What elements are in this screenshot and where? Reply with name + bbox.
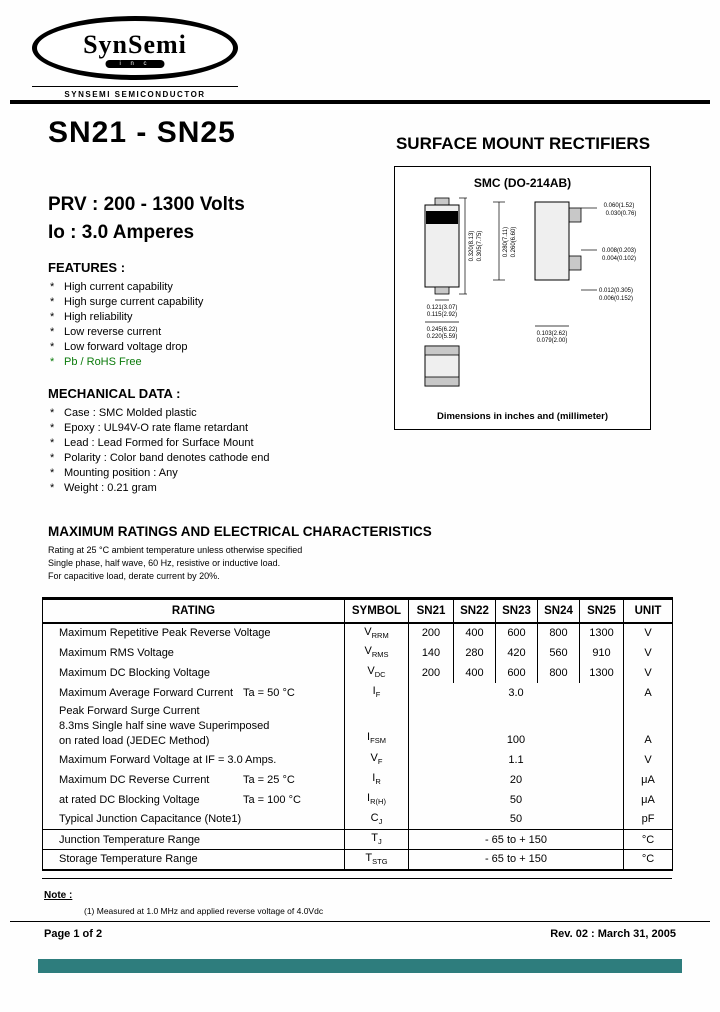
package-side-view xyxy=(535,202,581,280)
value-cell: 560 xyxy=(538,643,580,663)
page-number: Page 1 of 2 xyxy=(44,928,103,940)
note-label: Note : xyxy=(44,890,73,901)
value-cell: 200 xyxy=(409,663,454,683)
table-row xyxy=(43,810,673,830)
table-row xyxy=(43,623,673,643)
dim-label: 0.121(3.07) xyxy=(426,305,458,311)
value-cell: 400 xyxy=(454,663,496,683)
rating-cell: Maximum DC Blocking Voltage xyxy=(59,666,211,679)
rating-cell: Maximum DC Reverse Current Ta = 25 °C xyxy=(59,773,295,786)
package-front-view xyxy=(425,198,459,294)
dim-label: 0.008(0.203) xyxy=(601,248,637,254)
unit-cell: V xyxy=(624,623,673,643)
package-bottom-view xyxy=(425,346,459,386)
io-spec: Io : 3.0 Amperes xyxy=(48,222,195,243)
symbol-cell: $C_J$ xyxy=(345,810,409,830)
rating-cell: Maximum RMS Voltage xyxy=(59,646,174,659)
dim-label: 0.220(5.59) xyxy=(426,334,458,340)
symbol-cell: $I_R$ xyxy=(345,770,409,790)
column-header: SN24 xyxy=(538,599,580,623)
dim-label: 0.006(0.152) xyxy=(598,296,634,302)
dim-label: 0.004(0.102) xyxy=(601,256,637,262)
symbol-cell: $V_{DC}$ xyxy=(345,663,409,683)
note-text: (1) Measured at 1.0 MHz and applied reverse voltage of 4.0Vdc xyxy=(84,906,324,916)
feature-item: * High surge current capability xyxy=(50,295,370,310)
value-cell: 3.0 xyxy=(409,683,624,703)
unit-cell: V xyxy=(624,663,673,683)
rating-cell: Storage Temperature Range xyxy=(43,850,345,870)
rating-cell: Maximum Average Forward Current Ta = 50 °C xyxy=(59,686,295,699)
part-number-title: SN21 - SN25 xyxy=(48,116,236,149)
value-cell: 600 xyxy=(496,663,538,683)
symbol-cell: $T_{STG}$ xyxy=(345,850,409,870)
symbol-cell: $T_J$ xyxy=(345,830,409,850)
table-row xyxy=(43,663,673,683)
company-name: SYNSEMI SEMICONDUCTOR xyxy=(32,86,238,99)
unit-cell: °C xyxy=(624,850,673,870)
unit-cell: A xyxy=(624,703,673,750)
value-cell: 1300 xyxy=(580,663,624,683)
test-condition: Ta = 100 °C xyxy=(243,793,301,806)
unit-cell: V xyxy=(624,643,673,663)
symbol-cell: $V_F$ xyxy=(345,750,409,770)
table-row xyxy=(43,770,673,790)
column-header: SN23 xyxy=(496,599,538,623)
header-divider xyxy=(10,100,710,104)
value-cell: 800 xyxy=(538,623,580,643)
dim-label: 0.245(6.22) xyxy=(426,327,458,333)
symbol-cell: $I_F$ xyxy=(345,683,409,703)
footer-divider xyxy=(10,921,710,922)
dim-label: 0.115(2.92) xyxy=(426,312,458,318)
dim-label: 0.012(0.305) xyxy=(598,288,634,294)
feature-item: * High current capability xyxy=(50,280,370,295)
package-drawing xyxy=(395,194,650,396)
rating-cell: Maximum Repetitive Peak Reverse Voltage xyxy=(59,627,271,639)
mechanical-item: * Polarity : Color band denotes cathode end xyxy=(50,451,380,466)
feature-item: * High reliability xyxy=(50,310,370,325)
ratings-conditions xyxy=(48,544,302,583)
column-header: SN22 xyxy=(454,599,496,623)
value-cell: 420 xyxy=(496,643,538,663)
value-cell: 20 xyxy=(409,770,624,790)
table-row xyxy=(43,643,673,663)
mechanical-item: * Case : SMC Molded plastic xyxy=(50,406,380,421)
company-logo xyxy=(32,16,238,80)
ratings-table xyxy=(42,597,673,871)
value-cell: 50 xyxy=(409,810,624,830)
value-cell: 1300 xyxy=(580,623,624,643)
unit-cell: μA xyxy=(624,770,673,790)
value-cell: 280 xyxy=(454,643,496,663)
condition-line: Single phase, half wave, 60 Hz, resistive or inductive load. xyxy=(48,558,281,568)
package-title: SMC (DO-214AB) xyxy=(473,176,572,190)
dim-label: 0.030(0.76) xyxy=(605,211,637,217)
column-header: SYMBOL xyxy=(345,599,409,623)
value-cell: 100 xyxy=(409,703,624,750)
table-bottom-rule xyxy=(42,878,672,879)
value-cell: 600 xyxy=(496,623,538,643)
value-cell: 200 xyxy=(409,623,454,643)
test-condition: Ta = 50 °C xyxy=(243,686,295,699)
table-row xyxy=(43,850,673,870)
value-cell: 1.1 xyxy=(409,750,624,770)
feature-item: * Low reverse current xyxy=(50,325,370,340)
symbol-cell: $V_{RMS}$ xyxy=(345,643,409,663)
prv-spec: PRV : 200 - 1300 Volts xyxy=(48,194,245,215)
logo-inc-badge: i n c xyxy=(105,60,164,68)
unit-cell: A xyxy=(624,683,673,703)
package-caption: Dimensions in inches and (millimeter) xyxy=(436,411,609,422)
features-list xyxy=(50,280,370,370)
rating-cell: at rated DC Blocking Voltage Ta = 100 °C xyxy=(59,793,301,806)
value-cell: 800 xyxy=(538,663,580,683)
value-cell: 140 xyxy=(409,643,454,663)
rating-cell: Typical Junction Capacitance (Note1) xyxy=(59,813,242,826)
mechanical-item: * Epoxy : UL94V-O rate flame retardant xyxy=(50,421,380,436)
mechanical-item: * Weight : 0.21 gram xyxy=(50,481,380,496)
features-heading: FEATURES : xyxy=(48,260,126,275)
dim-label: 0.305(7.75) xyxy=(477,230,483,262)
table-header-row xyxy=(43,599,673,623)
rating-cell: Junction Temperature Range xyxy=(43,830,345,850)
symbol-cell: $I_{FSM}$ xyxy=(345,703,409,750)
unit-cell: °C xyxy=(624,830,673,850)
feature-item: * Low forward voltage drop xyxy=(50,340,370,355)
value-cell: 50 xyxy=(409,790,624,810)
rating-cell: Peak Forward Surge Current 8.3ms Single half sine wave Superimposed on rated load (JEDEC Method) xyxy=(59,704,270,747)
condition-line: For capacitive load, derate current by 20%. xyxy=(48,571,220,581)
mechanical-item: * Mounting position : Any xyxy=(50,466,380,481)
test-condition: Ta = 25 °C xyxy=(243,773,295,786)
column-header: SN25 xyxy=(580,599,624,623)
table-row xyxy=(43,750,673,770)
dim-label: 0.079(2.00) xyxy=(536,338,568,344)
unit-cell: μA xyxy=(624,790,673,810)
product-title: SURFACE MOUNT RECTIFIERS xyxy=(395,134,651,153)
table-row xyxy=(43,790,673,810)
table-row xyxy=(43,830,673,850)
table-row xyxy=(43,703,673,750)
dim-label: 0.280(7.11) xyxy=(503,226,509,258)
column-header: SN21 xyxy=(409,599,454,623)
column-header: UNIT xyxy=(624,599,673,623)
unit-cell: pF xyxy=(624,810,673,830)
mechanical-heading: MECHANICAL DATA : xyxy=(48,386,181,401)
dim-label: 0.320(8.13) xyxy=(469,230,475,262)
mechanical-item: * Lead : Lead Formed for Surface Mount xyxy=(50,436,380,451)
dim-label: 0.103(2.62) xyxy=(536,331,568,337)
value-cell: 910 xyxy=(580,643,624,663)
unit-cell: V xyxy=(624,750,673,770)
value-cell: - 65 to + 150 xyxy=(409,850,624,870)
column-header: RATING xyxy=(43,599,345,623)
rating-cell: Maximum Forward Voltage at IF = 3.0 Amps. xyxy=(59,753,277,766)
value-cell: - 65 to + 150 xyxy=(409,830,624,850)
condition-line: Rating at 25 °C ambient temperature unless otherwise specified xyxy=(48,545,303,555)
symbol-cell: $V_{RRM}$ xyxy=(345,623,409,643)
footer-color-bar xyxy=(38,959,682,973)
dim-label: 0.060(1.52) xyxy=(603,203,635,209)
ratings-heading: MAXIMUM RATINGS AND ELECTRICAL CHARACTERISTICS xyxy=(48,524,432,539)
feature-item-rohs: * Pb / RoHS Free xyxy=(50,355,370,370)
mechanical-list xyxy=(50,406,380,496)
table-row xyxy=(43,683,673,703)
symbol-cell: $I_{R(H)}$ xyxy=(345,790,409,810)
value-cell: 400 xyxy=(454,623,496,643)
package-outline-box xyxy=(394,166,651,430)
dim-label: 0.260(6.60) xyxy=(511,226,517,258)
logo-wordmark: SynSemi xyxy=(83,30,187,59)
revision-date: Rev. 02 : March 31, 2005 xyxy=(550,928,676,940)
